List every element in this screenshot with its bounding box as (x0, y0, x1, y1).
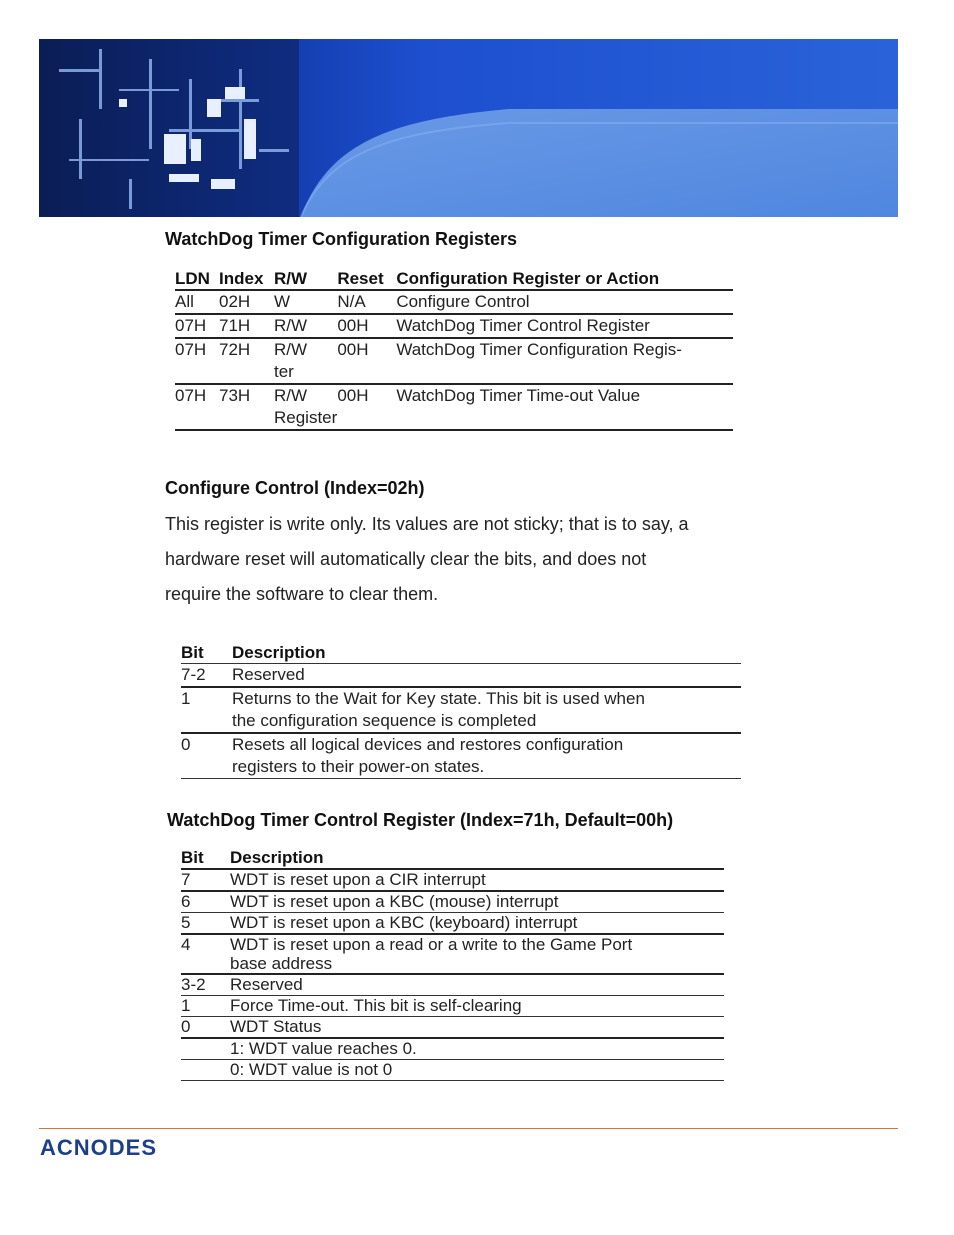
cell-ldn: 07H (175, 338, 219, 384)
table-row (181, 996, 724, 1017)
cell-bit: 7-2 (181, 665, 206, 684)
cell-bit: 0 (181, 1017, 230, 1039)
cell-bit: 5 (181, 913, 230, 935)
table-row (181, 687, 741, 733)
cell-description (232, 733, 741, 779)
cell-action: Configure Control (396, 290, 733, 314)
table-row (181, 733, 741, 779)
cell-description: 0: WDT value is not 0 (230, 1060, 724, 1081)
col-header-bit: Bit (181, 641, 232, 664)
cell-description: WDT Status (230, 1017, 724, 1039)
section-title-wdt-config-registers: WatchDog Timer Configuration Registers (165, 229, 518, 249)
description-line: WDT is reset upon a read or a write to the Game Port (230, 935, 633, 954)
cell-rw (274, 338, 337, 384)
cell-bit: 0 (181, 733, 232, 779)
cell-index: 71H (219, 314, 274, 338)
acnodes-logo (40, 1134, 200, 1165)
cell-reset: 00H (337, 384, 396, 430)
cell-description: Reserved (232, 665, 305, 684)
table-row (175, 290, 733, 314)
table-row (181, 934, 724, 974)
table-row (181, 1060, 724, 1081)
cell-description: WDT is reset upon a CIR interrupt (230, 870, 486, 889)
cell-action: WatchDog Timer Control Register (396, 314, 733, 338)
cell-bit: 6 (181, 891, 230, 913)
table-row (175, 338, 733, 384)
col-header-config-register: Configuration Register or Action (396, 269, 660, 288)
col-header-reset: Reset (337, 269, 384, 288)
paragraph-line: require the software to clear them. (165, 584, 439, 604)
table-row (181, 664, 741, 688)
paragraph-line: hardware reset will automatically clear the bits, and does not (165, 549, 647, 569)
cell-index: 73H (219, 384, 274, 430)
acnodes-logo-wordmark (40, 1134, 200, 1160)
cell-bit (181, 1038, 230, 1060)
wdt-config-registers-table (175, 265, 733, 431)
logo-text: ACNODES (40, 1135, 158, 1160)
cell-description: 1: WDT value reaches 0. (230, 1038, 724, 1060)
table-header-row (181, 641, 741, 664)
cell-bit (181, 1060, 230, 1081)
table-row (181, 869, 724, 891)
cell-wrap-text: Register (274, 408, 338, 427)
circuit-board-banner-image (39, 39, 898, 217)
cell-rw: W (274, 290, 337, 314)
description-line: Resets all logical devices and restores configuration (232, 735, 624, 754)
table-row (181, 1038, 724, 1060)
table-row (181, 913, 724, 935)
col-header-description: Description (232, 641, 741, 664)
cell-reset: N/A (337, 290, 396, 314)
cell-index: 72H (219, 338, 274, 384)
col-header-bit: Bit (181, 848, 230, 869)
footer-rule (39, 1128, 898, 1129)
cell-description (232, 687, 741, 733)
description-line: Returns to the Wait for Key state. This bit is used when (232, 689, 645, 708)
table-header-row (175, 265, 733, 290)
cell-wrap-text: ter (274, 362, 294, 381)
wdt-control-register-bits-table (181, 848, 724, 1081)
cell-rw: R/W (274, 314, 337, 338)
description-line: registers to their power-on states. (232, 757, 485, 776)
cell-action: WatchDog Timer Time-out Value (396, 384, 733, 430)
col-header-rw: R/W (274, 269, 308, 288)
table-row (181, 1017, 724, 1039)
cell-reset: 00H (337, 338, 396, 384)
cell-bit: 1 (181, 687, 232, 733)
cell-reset: 00H (337, 314, 396, 338)
cell-bit: 4 (181, 934, 230, 974)
section-title-wdt-control-register: WatchDog Timer Control Register (Index=71h, Default=00h) (167, 810, 674, 830)
description-line: base address (230, 954, 333, 973)
cell-ldn: 07H (175, 384, 219, 430)
configure-control-bits-table (181, 641, 741, 779)
section-title-configure-control: Configure Control (Index=02h) (165, 478, 425, 498)
description-line: the configuration sequence is completed (232, 711, 537, 730)
paragraph-line: This register is write only. Its values are not sticky; that is to say, a (165, 514, 689, 534)
cell-rw-text: R/W (274, 340, 308, 359)
table-row (181, 974, 724, 996)
cell-description: Reserved (230, 974, 724, 996)
col-header-index: Index (219, 269, 264, 288)
cell-action: WatchDog Timer Configuration Regis- (396, 338, 733, 384)
table-row (175, 314, 733, 338)
cell-rw-text: R/W (274, 386, 308, 405)
cell-ldn: All (175, 290, 219, 314)
table-row (175, 384, 733, 430)
cell-description: Force Time-out. This bit is self-clearing (230, 996, 724, 1017)
cell-bit: 3-2 (181, 974, 230, 996)
cell-rw (274, 384, 337, 430)
cell-ldn: 07H (175, 314, 219, 338)
col-header-description: Description (230, 848, 724, 869)
cell-description: WDT is reset upon a KBC (keyboard) interrupt (230, 913, 724, 935)
table-header-row (181, 848, 724, 869)
cell-bit: 1 (181, 996, 230, 1017)
table-row (181, 891, 724, 913)
configure-control-description (165, 507, 775, 612)
cell-description: WDT is reset upon a KBC (mouse) interrupt (230, 891, 724, 913)
header-banner (39, 39, 898, 217)
cell-bit: 7 (181, 870, 191, 889)
col-header-ldn: LDN (175, 269, 210, 288)
cell-index: 02H (219, 290, 274, 314)
cell-description (230, 934, 724, 974)
